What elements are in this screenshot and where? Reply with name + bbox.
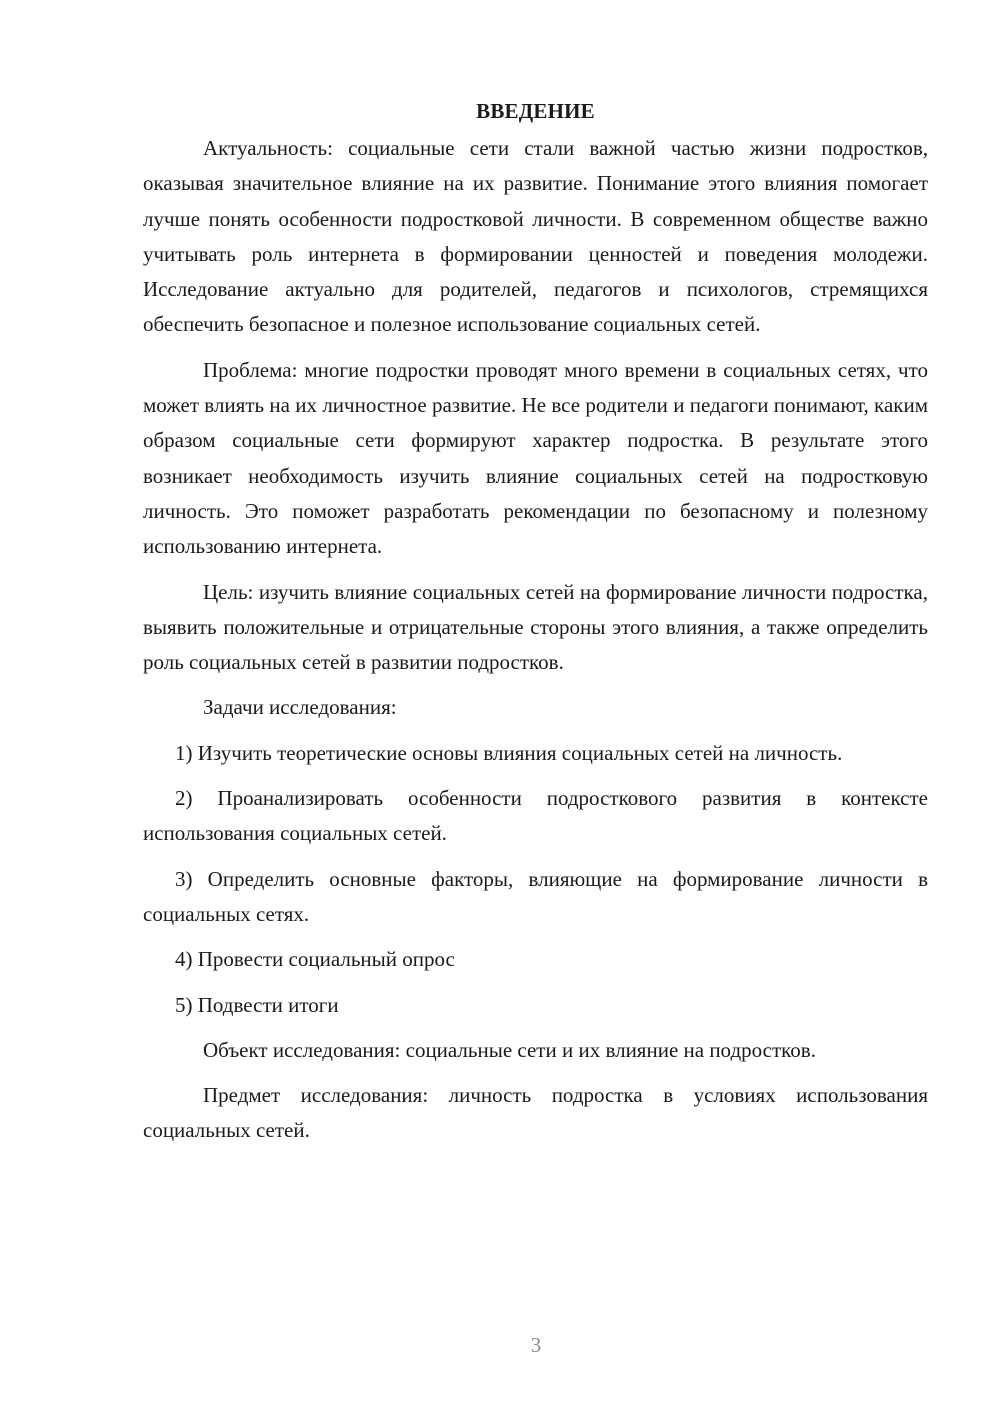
page-title: ВВЕДЕНИЕ [476, 99, 595, 123]
task-item: 2) Проанализировать особенности подросткового развития в контексте использования социальных сетей. [143, 786, 928, 846]
relevance-paragraph: Актуальность: социальные сети стали важной частью жизни подростков, оказывая значительное влияние на их развитие. Понимание этого влияния помогает лучше понять особенности подростковой личности. В современном обществе важно учитывать роль интернета в формировании ценностей и поведения молодежи. Исследование актуально для родителей, педагогов и психологов, стремящихся обеспечить безопасное и полезное использование социальных сетей. [143, 136, 928, 337]
task-item: 4) Провести социальный опрос [175, 947, 455, 972]
goal-paragraph: Цель: изучить влияние социальных сетей на формирование личности подростка, выявить положительные и отрицательные стороны этого влияния, а также определить роль социальных сетей в развитии подростков. [143, 579, 928, 675]
document-page [143, 96, 928, 1159]
task-item: 5) Подвести итоги [175, 992, 339, 1017]
problem-paragraph: Проблема: многие подростки проводят много времени в социальных сетях, что может влиять на их личностное развитие. Не все родители и педагоги понимают, каким образом социальные сети формируют характер подростка. В результате этого возникает необходимость изучить влияние социальных сетей на подростковую личность. Это поможет разработать рекомендации по безопасному и полезному использованию интернета. [143, 357, 928, 559]
tasks-heading: Задачи исследования: [203, 695, 397, 720]
research-object: Объект исследования: социальные сети и их влияние на подростков. [203, 1037, 816, 1062]
page-number: 3 [530, 1333, 542, 1357]
task-item: 1) Изучить теоретические основы влияния социальных сетей на личность. [175, 740, 843, 765]
research-subject: Предмет исследования: личность подростка в условиях использования социальных сетей. [143, 1083, 928, 1143]
task-item: 3) Определить основные факторы, влияющие на формирование личности в социальных сетях. [143, 866, 928, 926]
